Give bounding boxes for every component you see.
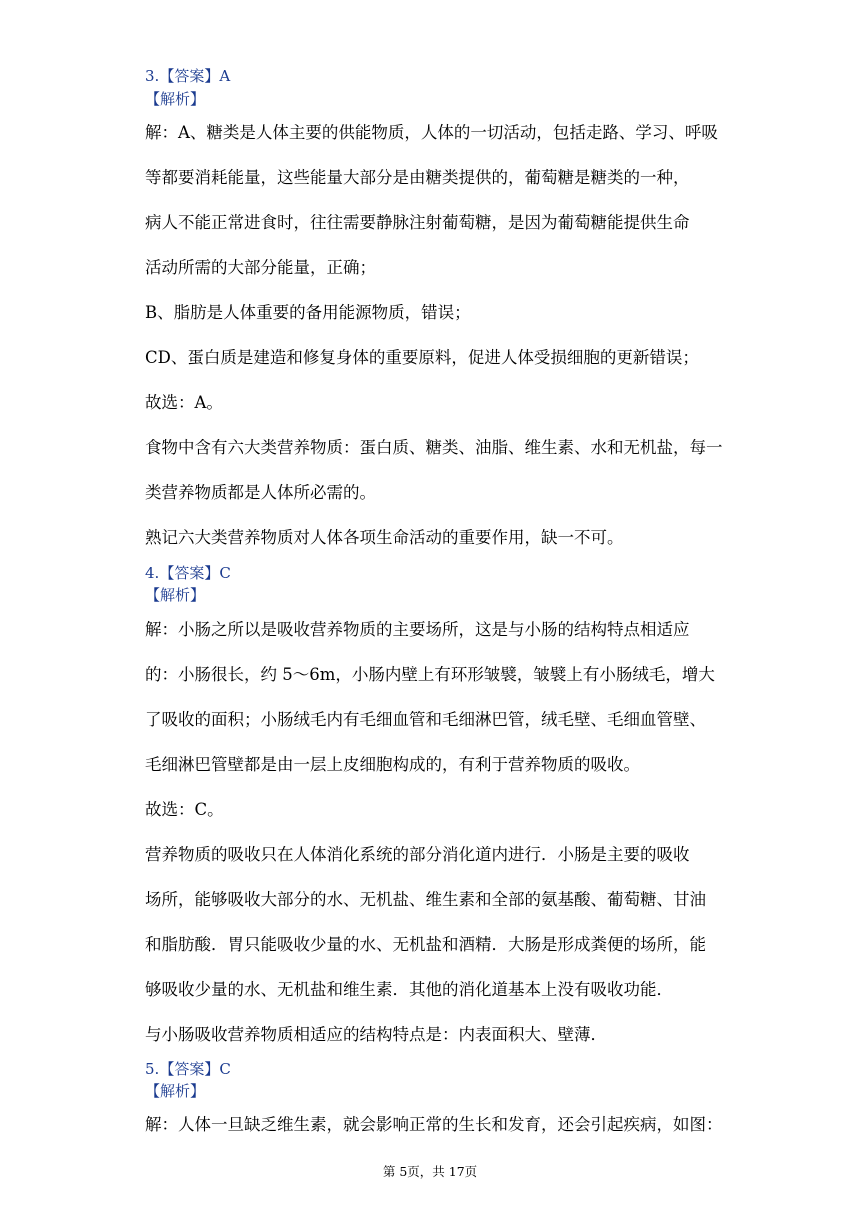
question-4-answer-line <box>145 564 231 582</box>
analysis-line: 毛细淋巴管壁都是由一层上皮细胞构成的，有利于营养物质的吸收。 <box>145 755 640 774</box>
analysis-line: 故选：C。 <box>145 800 224 819</box>
question-number: 3. <box>145 67 160 85</box>
analysis-line: 等都要消耗能量，这些能量大部分是由糖类提供的，葡萄糖是糖类的一种， <box>145 168 690 187</box>
answer-label: 【答案】 <box>159 564 220 582</box>
analysis-line: 场所，能够吸收大部分的水、无机盐、维生素和全部的氨基酸、葡萄糖、甘油 <box>145 890 706 909</box>
analysis-line: 熟记六大类营养物质对人体各项生命活动的重要作用，缺一不可。 <box>145 528 624 547</box>
analysis-label: 【解析】 <box>145 1082 206 1100</box>
analysis-line: 故选：A。 <box>145 393 223 412</box>
question-number: 5. <box>145 1060 160 1078</box>
analysis-line: 食物中含有六大类营养物质：蛋白质、糖类、油脂、维生素、水和无机盐，每一 <box>145 438 723 457</box>
analysis-line: 病人不能正常进食时，往往需要静脉注射葡萄糖，是因为葡萄糖能提供生命 <box>145 213 690 232</box>
question-5-answer-line <box>145 1060 231 1078</box>
answer-value: C <box>219 564 231 582</box>
answer-value: C <box>219 1060 231 1078</box>
analysis-line: 和脂肪酸．胃只能吸收少量的水、无机盐和酒精．大肠是形成粪便的场所，能 <box>145 935 706 954</box>
question-number: 4. <box>145 564 160 582</box>
analysis-line: 够吸收少量的水、无机盐和维生素．其他的消化道基本上没有吸收功能． <box>145 980 673 999</box>
question-3-answer-line <box>145 67 230 85</box>
answer-label: 【答案】 <box>159 67 220 85</box>
analysis-line: 活动所需的大部分能量，正确； <box>145 258 376 277</box>
answer-label: 【答案】 <box>159 1060 220 1078</box>
analysis-line: 了吸收的面积；小肠绒毛内有毛细血管和毛细淋巴管，绒毛壁、毛细血管壁、 <box>145 710 706 729</box>
analysis-line: 与小肠吸收营养物质相适应的结构特点是：内表面积大、壁薄． <box>145 1025 607 1044</box>
analysis-label: 【解析】 <box>145 90 206 108</box>
answer-value: A <box>219 67 231 85</box>
analysis-line: 的：小肠很长，约 5～6m，小肠内壁上有环形皱襞，皱襞上有小肠绒毛，增大 <box>145 665 715 684</box>
analysis-line: CD、蛋白质是建造和修复身体的重要原料，促进人体受损细胞的更新错误； <box>145 348 699 367</box>
analysis-line: 类营养物质都是人体所必需的。 <box>145 483 376 502</box>
analysis-line: 解：A、糖类是人体主要的供能物质，人体的一切活动，包括走路、学习、呼吸 <box>145 123 718 142</box>
analysis-line: B、脂肪是人体重要的备用能源物质，错误； <box>145 303 471 322</box>
analysis-line: 解：人体一旦缺乏维生素，就会影响正常的生长和发育，还会引起疾病，如图： <box>145 1115 723 1134</box>
analysis-label: 【解析】 <box>145 586 206 604</box>
page-footer: 第 5页，共 17页 <box>382 1164 478 1179</box>
analysis-line: 营养物质的吸收只在人体消化系统的部分消化道内进行．小肠是主要的吸收 <box>145 845 690 864</box>
analysis-line: 解：小肠之所以是吸收营养物质的主要场所，这是与小肠的结构特点相适应 <box>145 620 690 639</box>
